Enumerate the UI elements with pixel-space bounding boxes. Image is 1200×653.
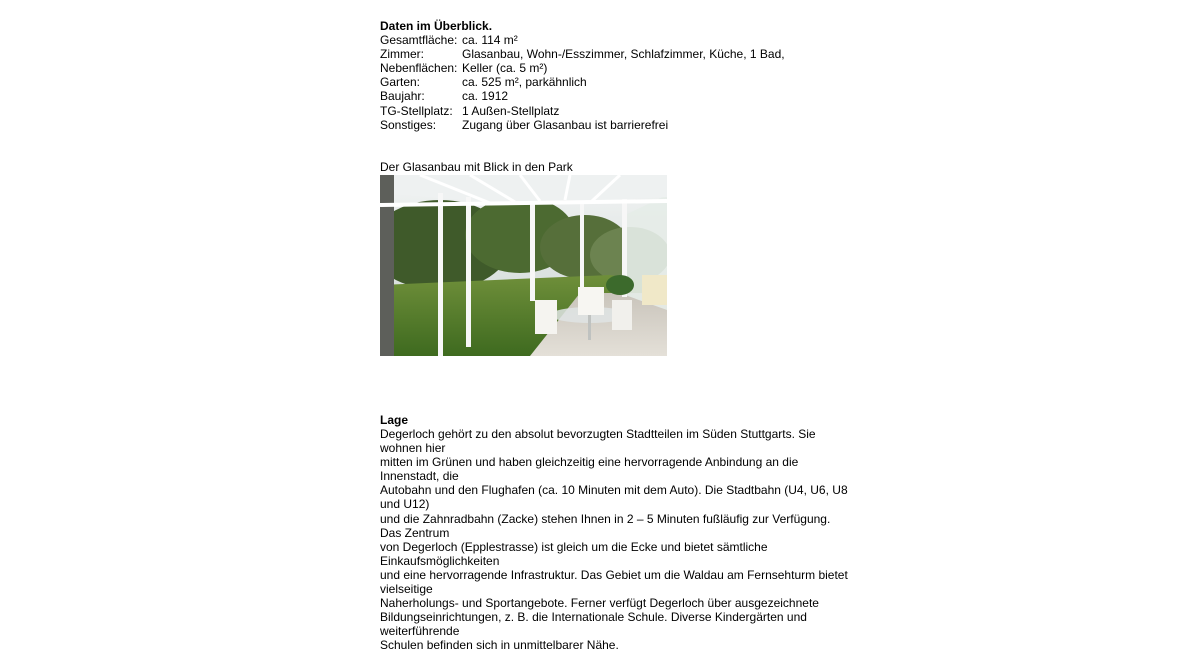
location-text-line: Autobahn und den Flughafen (ca. 10 Minuten mit dem Auto). Die Stadtbahn (U4, U6, U8 und U12) xyxy=(380,483,848,512)
fact-value: 1 Außen-Stellplatz xyxy=(462,103,560,118)
location-text-line: mitten im Grünen und haben gleichzeitig eine hervorragende Anbindung an die Innenstadt, die xyxy=(380,455,799,484)
location-text-line: von Degerloch (Epplestrasse) ist gleich um die Ecke und bietet sämtliche Einkaufsmöglichkeiten xyxy=(380,539,768,568)
location-text-line: Schulen befinden sich in unmittelbarer Nähe. xyxy=(380,638,619,653)
location-text-line: Bildungseinrichtungen, z. B. die Internationale Schule. Diverse Kindergärten und weiterführende xyxy=(380,610,807,639)
photo-caption: Der Glasanbau mit Blick in den Park xyxy=(380,160,573,174)
facts-section xyxy=(380,19,800,132)
fact-value: ca. 114 m² xyxy=(462,33,518,48)
fact-row-garden xyxy=(380,75,800,89)
location-text-line: und eine hervorragende Infrastruktur. Das Gebiet um die Waldau am Fernsehturm bietet vielseitige xyxy=(380,567,848,597)
location-text-line: und die Zahnradbahn (Zacke) stehen Ihnen in 2 – 5 Minuten fußläufig zur Verfügung. Das Zentrum xyxy=(380,511,831,540)
fact-label: Zimmer: xyxy=(380,47,424,62)
fact-label: Garten: xyxy=(380,75,421,90)
fact-row-parking xyxy=(380,104,800,118)
fact-value: Keller (ca. 5 m²) xyxy=(462,61,548,76)
fact-label: Sonstiges: xyxy=(380,117,437,132)
fact-label: TG-Stellplatz: xyxy=(380,103,453,118)
fact-label: Gesamtfläche: xyxy=(380,33,458,48)
location-title: Lage xyxy=(380,413,409,427)
location-text-line: Naherholungs- und Sportangebote. Ferner verfügt Degerloch über ausgezeichnete xyxy=(380,596,819,611)
fact-row-misc xyxy=(380,118,800,132)
fact-row-secondary-areas xyxy=(380,61,800,75)
fact-value: ca. 525 m², parkähnlich xyxy=(462,75,587,90)
location-description xyxy=(380,427,852,653)
fact-label: Nebenflächen: xyxy=(380,61,458,76)
fact-row-rooms xyxy=(380,47,800,61)
facts-title: Daten im Überblick. xyxy=(380,19,493,33)
fact-value: Glasanbau, Wohn-/Esszimmer, Schlafzimmer, Küche, 1 Bad, xyxy=(462,47,785,62)
location-text-line: Degerloch gehört zu den absolut bevorzugten Stadtteilen im Süden Stuttgarts. Sie wohnen hier xyxy=(380,427,816,456)
fact-label: Baujahr: xyxy=(380,89,425,104)
fact-row-area xyxy=(380,33,800,47)
conservatory-photo xyxy=(380,175,667,356)
fact-value: Zugang über Glasanbau ist barrierefrei xyxy=(462,117,669,132)
fact-value: ca. 1912 xyxy=(462,89,509,104)
fact-row-year-built xyxy=(380,89,800,103)
